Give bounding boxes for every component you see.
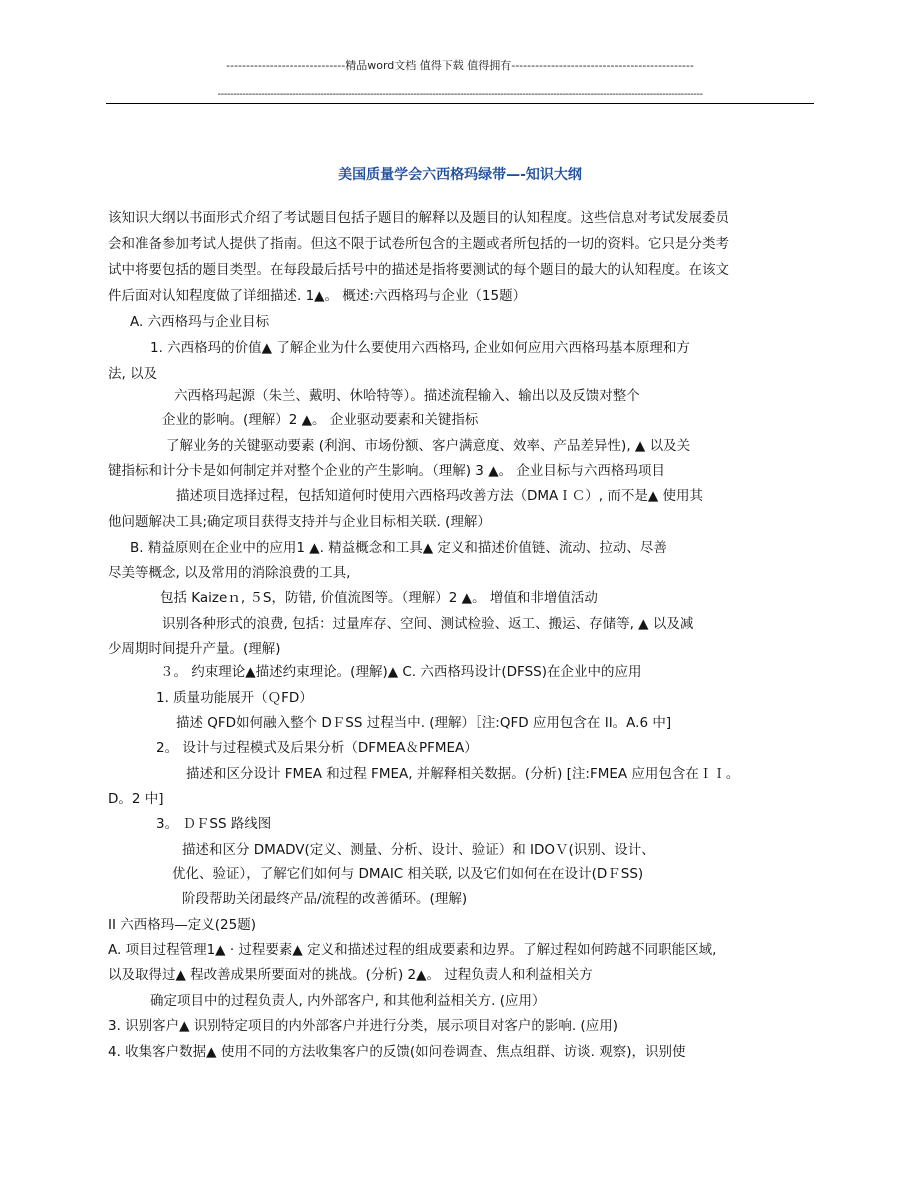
paragraph-line: 键指标和计分卡是如何制定并对整个企业的产生影响。（理解) 3 ▲。 企业目标与六西格玛项目 [108,463,665,479]
paragraph-line: 件后面对认知程度做了详细描述. 1▲。 概述:六西格玛与企业（15题） [108,288,527,304]
document-title: 美国质量学会六西格玛绿带—-知识大纲 [338,167,582,183]
paragraph-line: 该知识大纲以书面形式介绍了考试题目包括子题目的解释以及题目的认知程度。这些信息对考试发展委员 [108,210,729,226]
paragraph-line: 确定项目中的过程负责人, 内外部客户, 和其他利益相关方. (应用） [150,993,546,1009]
header-rule [106,103,814,104]
section-heading: A. 六西格玛与企业目标 [130,314,270,330]
paragraph-line: 会和准备参加考试人提供了指南。但这不限于试卷所包含的主题或者所包括的一切的资料。它只是分类考 [108,236,729,252]
paragraph-line: 识别各种形式的浪费, 包括：过量库存、空间、测试检验、返工、搬运、存储等, ▲ 以及减 [162,616,694,632]
section-heading: II 六西格玛—定义(25题) [108,917,256,933]
paragraph-line: 以及取得过▲ 程改善成果所要面对的挑战。(分析) 2▲。 过程负责人和利益相关方 [108,967,593,983]
paragraph-line: 少周期时间提升产量。(理解) [108,641,281,657]
paragraph-line: 4. 收集客户数据▲ 使用不同的方法收集客户的反馈(如问卷调查、焦点组群、访谈. 观察)，识别使 [108,1044,686,1060]
paragraph-line: 描述项目选择过程，包括知道何时使用六西格玛改善方法（DMAＩＣ）, 而不是▲ 使用其 [176,488,704,504]
paragraph-line: 法, 以及 [108,366,158,382]
paragraph-line: A. 项目过程管理1▲ · 过程要素▲ 定义和描述过程的组成要素和边界。了解过程如何跨越不同职能区域, [108,942,717,958]
paragraph-line: 他问题解决工具;确定项目获得支持并与企业目标相关联. (理解） [108,514,491,530]
paragraph-line: D。2 中] [108,791,164,807]
header-dashes: ------------------------------------------------------------------------------------------------------------------------------------------------------------ [217,89,703,100]
paragraph-line: 尽美等概念, 以及常用的消除浪费的工具, [108,565,351,581]
paragraph-line: 描述和区分 DMADV(定义、测量、分析、设计、验证）和 IDOＶ(识别、设计、 [182,842,655,858]
paragraph-line: 3. 识别客户▲ 识别特定项目的内外部客户并进行分类，展示项目对客户的影响. (应用) [108,1018,618,1034]
paragraph-line: 阶段帮助关闭最终产品/流程的改善循环。(理解) [182,891,468,907]
paragraph-line: 包括 Kaizeｎ, ５S，防错, 价值流图等。（理解）2 ▲。 增值和非增值活动 [160,590,598,606]
paragraph-line: 1. 六西格玛的价值▲ 了解企业为什么要使用六西格玛, 企业如何应用六西格玛基本原理和方 [150,340,690,356]
paragraph-line: 试中将要包括的题目类型。在每段最后括号中的描述是指将要测试的每个题目的最大的认知程度。在该文 [108,262,729,278]
paragraph-line: 描述 QFD如何融入整个 DＦSS 过程当中. (理解）［注:QFD 应用包含在 II。A.6 中] [176,715,672,731]
section-heading: B. 精益原则在企业中的应用1 ▲. 精益概念和工具▲ 定义和描述价值链、流动、拉动、尽善 [130,540,667,556]
paragraph-line: 2。 设计与过程模式及后果分析（DFMEA＆PFMEA） [156,740,478,756]
paragraph-line: 六西格玛起源（朱兰、戴明、休哈特等）。描述流程输入、输出以及反馈对整个 [174,388,640,404]
paragraph-line: 企业的影响。(理解）2 ▲。 企业驱动要素和关键指标 [162,412,479,428]
paragraph-line: 描述和区分设计 FMEA 和过程 FMEA, 并解释相关数据。(分析) [注:FMEA 应用包含在ＩＩ。 [186,766,740,782]
paragraph-line: ３。 约束理论▲描述约束理论。(理解)▲ C. 六西格玛设计(DFSS)在企业中的应用 [160,664,642,680]
paragraph-line: 优化、验证），了解它们如何与 DMAIC 相关联, 以及它们如何在在设计(DＦSS) [172,866,644,882]
paragraph-line: 3。 ＤＦSS 路线图 [156,816,272,832]
paragraph-line: 1. 质量功能展开（ＱFD） [156,690,313,706]
header-banner: ------------------------------精品word文档 值得下载 值得拥有---------------------------------------------- [226,59,694,72]
paragraph-line: 了解业务的关键驱动要素 (利润、市场份额、客户满意度、效率、产品差异性), ▲ 以及关 [166,438,691,454]
